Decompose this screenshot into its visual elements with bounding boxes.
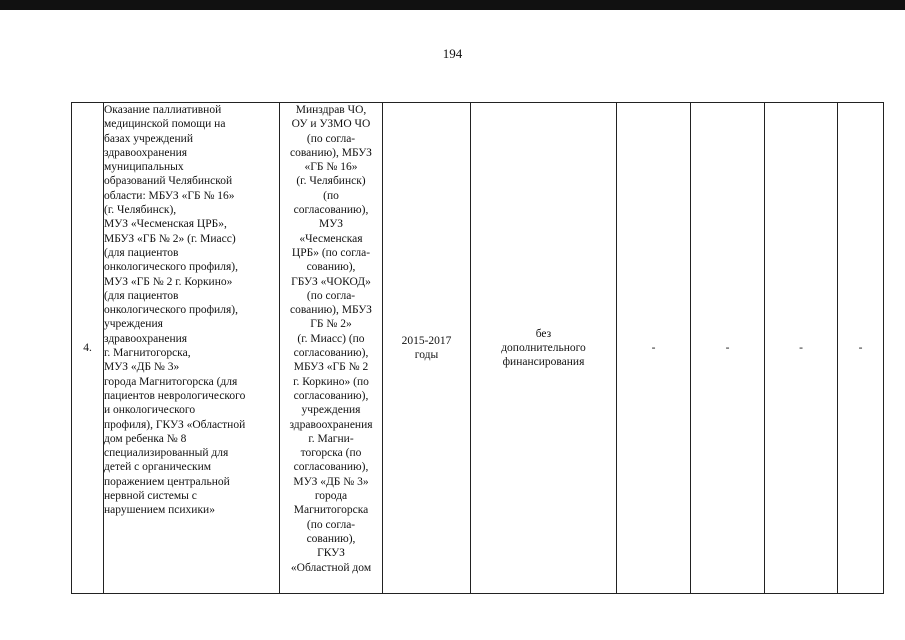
event-description-line: пациентов неврологического — [104, 389, 246, 402]
page-number: 194 — [442, 46, 463, 61]
event-description-line: МБУЗ «ГБ № 2» (г. Миасс) — [104, 232, 236, 245]
executor-line: сованию), МБУЗ — [290, 304, 372, 317]
value-dash: - — [651, 341, 656, 354]
executor-line: (г. Миасс) (по — [297, 332, 365, 345]
executor-line: согласованию), — [293, 389, 369, 402]
executor-line: ГБ № 2» — [310, 318, 352, 331]
executor-line: Магнитогорска — [293, 504, 369, 517]
event-description-line: МУЗ «Чесменская ЦРБ», — [104, 218, 227, 231]
event-description-line: (для пациентов — [104, 246, 179, 259]
executor-line: согласованию), — [293, 204, 369, 217]
financing-line: без — [535, 327, 552, 340]
executor-line: МУЗ — [319, 218, 343, 231]
event-description-line: нарушением психики» — [104, 504, 215, 517]
executor-line: тогорска (по — [300, 447, 362, 460]
executor-line: (по — [323, 189, 339, 202]
page-top-border — [0, 0, 905, 10]
value-cell-2 — [691, 103, 765, 594]
executor-line: ОУ и УЗМО ЧО — [291, 118, 371, 131]
event-description-cell — [104, 103, 280, 594]
financing-text — [501, 327, 586, 370]
executor-line: учреждения — [301, 404, 361, 417]
event-description-line: области: МБУЗ «ГБ № 16» — [104, 189, 235, 202]
executor-line: МУЗ «ДБ № 3» — [293, 475, 369, 488]
period-unit: годы — [414, 349, 439, 361]
event-description-line: поражением центральной — [104, 475, 230, 488]
period-cell — [383, 103, 471, 594]
event-description-line: и онкологического — [104, 404, 196, 417]
event-description-line: МУЗ «ДБ № 3» — [104, 361, 180, 374]
table-row — [72, 103, 884, 594]
period-years: 2015-2017 — [401, 334, 452, 347]
value-cell-1 — [617, 103, 691, 594]
executor-line: г. Магни- — [308, 432, 354, 445]
executor-line: здравоохранения — [289, 418, 373, 431]
executor-line: (по согла- — [306, 289, 356, 302]
event-description-line: муниципальных — [104, 161, 184, 174]
executor-line: ГКУЗ — [317, 547, 345, 560]
event-description-line: Оказание паллиативной — [104, 104, 222, 116]
value-dash: - — [858, 341, 863, 354]
executor-line: «Чесменская — [299, 232, 363, 245]
executors-cell — [280, 103, 383, 594]
event-description-line: здравоохранения — [104, 332, 188, 345]
event-description — [104, 103, 279, 518]
value-cell-3 — [765, 103, 838, 594]
period-text — [402, 334, 452, 363]
financing-line: дополнительного — [501, 341, 586, 354]
event-description-line: онкологического профиля), — [104, 304, 238, 317]
event-description-line: детей с органическим — [104, 461, 212, 474]
executor-line: (по согла- — [306, 518, 356, 531]
event-description-line: онкологического профиля), — [104, 261, 238, 274]
executor-line: сованию), — [306, 261, 356, 274]
event-description-line: учреждения — [104, 318, 163, 331]
executor-line: сованию), МБУЗ — [290, 146, 372, 159]
executor-line: МБУЗ «ГБ № 2 — [293, 361, 369, 374]
event-description-line: нервной системы с — [104, 490, 197, 503]
event-description-line: здравоохранения — [104, 146, 188, 159]
event-description-line: МУЗ «ГБ № 2 г. Коркино» — [104, 275, 233, 288]
row-number: 4. — [83, 341, 92, 354]
row-number-cell — [72, 103, 104, 594]
executor-line: (г. Челябинск) — [296, 175, 366, 188]
value-dash: - — [725, 341, 730, 354]
financing-line: финансирования — [502, 356, 585, 369]
value-dash: - — [799, 341, 803, 354]
event-description-line: медицинской помощи на — [104, 118, 226, 131]
financing-cell — [471, 103, 617, 594]
executor-line: ГБУЗ «ЧОКОД» — [291, 275, 371, 288]
executor-line: согласованию), — [293, 461, 369, 474]
executor-line: согласованию), — [293, 347, 369, 360]
value-cell-4 — [838, 103, 884, 594]
event-description-line: специализированный для — [104, 447, 229, 460]
executor-line: города — [314, 490, 348, 503]
event-description-line: базах учреждений — [104, 132, 193, 145]
executor-line: г. Коркино» (по — [293, 375, 369, 388]
event-description-line: г. Магнитогорска, — [104, 347, 191, 360]
event-description-line: дом ребенка № 8 — [104, 432, 187, 445]
event-description-line: (для пациентов — [104, 289, 179, 302]
executor-line: «Областной дом — [290, 561, 372, 574]
event-description-line: (г. Челябинск), — [104, 204, 177, 217]
executor-line: Минздрав ЧО, — [295, 104, 367, 116]
executor-line: сованию), — [306, 532, 356, 545]
plan-table — [71, 102, 884, 594]
executors-list — [280, 103, 382, 575]
event-description-line: профиля), ГКУЗ «Областной — [104, 418, 246, 431]
executor-line: (по согла- — [306, 132, 356, 145]
executor-line: «ГБ № 16» — [304, 161, 358, 174]
executor-line: ЦРБ» (по согла- — [291, 246, 371, 259]
event-description-line: образований Челябинской — [104, 175, 233, 188]
event-description-line: города Магнитогорска (для — [104, 375, 238, 388]
